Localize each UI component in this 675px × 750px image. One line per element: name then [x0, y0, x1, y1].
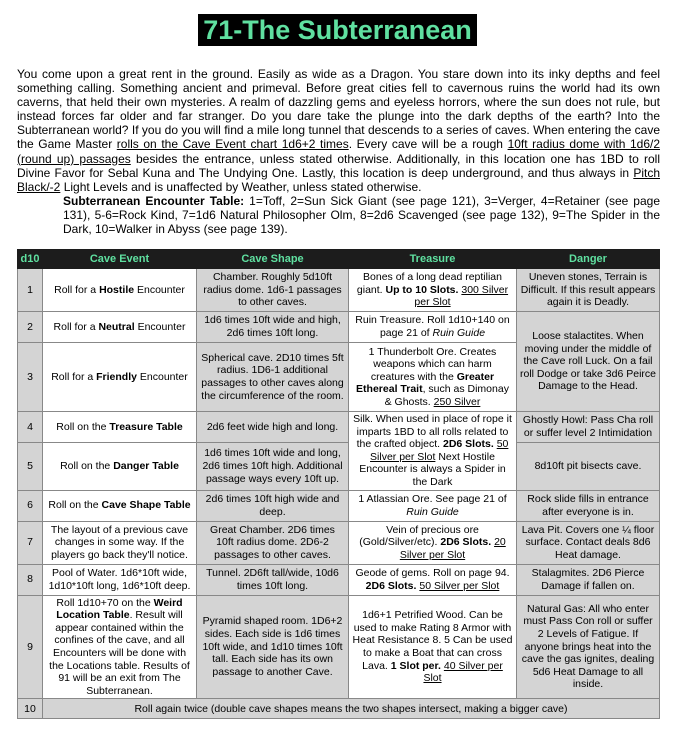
cell-text: Bones of a long dead reptilian giant. [356, 271, 502, 296]
danger-cell: Rock slide fills in entrance after everyone is in. [517, 490, 660, 521]
intro-text: You come upon a great rent in the ground. Easily as wide as a Dragon. You stare down into its inky depths and feel something calling. Something ancient and primeval. Before great cities fell to cavernous ruins the world had its own caverns, that held their own mysteries. A realm of dazzling gems and eyeless horrors, where the sun does not rule, but instead forces far older and far stranger. Do you dare take the plunge into the dark depths of the earth? Into the Subterranean world? If you do you will find a mile long tunnel that descends to a series of caves. When entering the cave the Game Master [17, 67, 660, 152]
intro-link-pitch-black: Pitch Black/-2 [17, 165, 660, 194]
table-row [18, 564, 660, 595]
row-number: 6 [18, 490, 43, 521]
encounter-label: Subterranean Encounter Table: [63, 194, 245, 208]
cell-text: , such as Dimonay & Ghosts. [384, 383, 509, 408]
encounter-table-text [63, 194, 660, 236]
page-title: 71-The Subterranean [198, 14, 477, 46]
row-number: 10 [18, 699, 43, 719]
cave-shape-cell: Spherical cave. 2D10 times 5ft radius. 1D6-1 additional passages to other caves along the circumference of the room. [197, 343, 349, 412]
cave-shape-cell: 1d6 times 10ft wide and high, 2d6 times 10ft long. [197, 312, 349, 343]
treasure-cell [349, 312, 517, 343]
danger-cell: Natural Gas: All who enter must Pass Con roll or suffer 2 Levels of Fatigue. If anyone brings heat into the cave the gas ignites, dealing 5d6 Heat Damage to all inside. [517, 595, 660, 699]
intro-text: besides the entrance, unless stated otherwise. Additionally, in this location one has 1BD to roll Divine Favor for Sebal Kuna and The Undying One. Lastly, this location is deep underground, and thus always in [17, 151, 660, 180]
encounter-list: 1=Toff, 2=Sun Sick Giant (see page 121), 3=Verger, 4=Retainer (see page 131), 5-6=Rock Kind, 7=1d6 Natural Philosopher Olm, 8=2d6 Scavenged (see page 132), 9=The Spider in the Dark, 10=Walker in Abyss (see page 139). [63, 194, 660, 237]
intro-text: . Every cave will be a rough [348, 137, 508, 152]
cell-bold: Friendly [96, 370, 137, 383]
cell-text: Roll for a [53, 320, 99, 333]
cell-bold: 2D6 Slots. [365, 579, 417, 592]
cave-shape-cell: Chamber. Roughly 5d10ft radius dome. 1d6-1 passages to other caves. [197, 269, 349, 312]
row-number: 1 [18, 269, 43, 312]
cell-text: Roll on the [48, 499, 102, 512]
header-cave-shape: Cave Shape [197, 250, 349, 269]
cell-bold: Greater Ethereal Trait [356, 370, 495, 396]
treasure-cell [349, 521, 517, 564]
cell-text: Roll on the [60, 460, 114, 473]
danger-cell: Uneven stones, Terrain is Difficult. If this result appears again it is Deadly. [517, 269, 660, 312]
danger-cell: Loose stalactites. When moving under the middle of the Cave roll Luck. On a fail roll Dodge or take 3d6 Peirce Damage to the Head. [517, 312, 660, 412]
intro-text: Light Levels and is unaffected by Weather, unless stated otherwise. [60, 179, 422, 194]
intro-paragraph [17, 67, 660, 194]
cave-table [17, 249, 660, 719]
table-row [18, 312, 660, 343]
table-row [18, 490, 660, 521]
table-row [18, 521, 660, 564]
cell-underline: 40 Silver per Slot [423, 659, 503, 685]
cell-bold: 1 Slot per. [390, 659, 441, 672]
cell-text: Roll on the [56, 420, 110, 433]
danger-cell: Ghostly Howl: Pass Cha roll or suffer level 2 Intimidation [517, 412, 660, 443]
cell-text: Next Hostile Encounter is always a Spider in the Dark [359, 450, 506, 488]
table-row [18, 412, 660, 443]
table-row [18, 443, 660, 490]
cell-text: Ruin Treasure. Roll 1d10+140 on page 21 of [355, 314, 510, 339]
danger-cell: Lava Pit. Covers one ¼ floor surface. Contact deals 8d6 Heat damage. [517, 521, 660, 564]
cave-shape-cell: Tunnel. 2D6ft tall/wide, 10d6 times 10ft long. [197, 564, 349, 595]
cell-bold: Weird Location Table [56, 596, 183, 622]
cell-bold: Cave Shape Table [101, 499, 191, 512]
intro-link-dome: 10ft radius dome with 1d6/2 (round up) passages [17, 137, 660, 166]
cell-text: 1 Thunderbolt Ore. Creates weapons which can harm creatures with the [368, 345, 497, 383]
row-number: 2 [18, 312, 43, 343]
cell-text: Vein of precious ore (Gold/Silver/etc). [359, 523, 479, 549]
cell-underline: 50 Silver per Slot [419, 579, 500, 592]
header-d10: d10 [18, 250, 43, 269]
cell-bold: Up to 10 Slots. [385, 283, 459, 296]
danger-cell: 8d10ft pit bisects cave. [517, 443, 660, 490]
table-row [18, 269, 660, 312]
cave-event-cell [43, 490, 197, 521]
cell-underline: 20 Silver per Slot [399, 536, 506, 561]
intro-link-cave-event: rolls on the Cave Event chart 1d6+2 times [116, 137, 349, 152]
row-number: 4 [18, 412, 43, 443]
treasure-cell [349, 595, 517, 699]
row-number: 5 [18, 443, 43, 490]
cell-bold: 2D6 Slots. [443, 438, 494, 451]
title-wrap [0, 14, 675, 46]
cave-shape-cell: 2d6 feet wide high and long. [197, 412, 349, 443]
header-treasure: Treasure [349, 250, 517, 269]
cell-bold: Neutral [98, 320, 135, 333]
treasure-cell [349, 343, 517, 412]
cave-event-cell [43, 412, 197, 443]
cell-bold: 2D6 Slots. [440, 536, 492, 549]
cell-underline: 300 Silver per Slot [414, 283, 509, 309]
cave-event-cell [43, 312, 197, 343]
cell-text: Geode of gems. Roll on page 94. [355, 566, 510, 579]
table-header-row [18, 250, 660, 269]
cell-text: . Result will appear contained within the confines of the cave, and all Encounters will be done with the Locations table. Results of 91 will be an exit from The Subterranean. [49, 609, 190, 697]
treasure-cell [349, 490, 517, 521]
cave-event-cell [43, 343, 197, 412]
cave-shape-cell: 1d6 times 10ft wide and long, 2d6 times 10ft high. Additional passage ways every 10ft up. [197, 443, 349, 490]
cave-shape-cell: 2d6 times 10ft high wide and deep. [197, 490, 349, 521]
cell-underline: 50 Silver per Slot [370, 438, 509, 463]
cave-event-cell: Pool of Water. 1d6*10ft wide, 1d10*10ft long, 1d6*10ft deep. [43, 564, 197, 595]
table-row [18, 595, 660, 699]
header-cave-event: Cave Event [43, 250, 197, 269]
row-number: 9 [18, 595, 43, 699]
treasure-cell [349, 564, 517, 595]
cell-italic: Ruin Guide [406, 505, 459, 518]
row-number: 3 [18, 343, 43, 412]
cell-text: Encounter [134, 320, 186, 333]
cell-text: Roll for a [54, 283, 100, 296]
cell-text: Roll 1d10+70 on the [56, 596, 154, 609]
cell-underline: 250 Silver [433, 395, 481, 408]
cell-italic: Ruin Guide [432, 327, 486, 339]
cave-event-cell: The layout of a previous cave changes in some way. If the players go back they'll notice. [43, 521, 197, 564]
row-number: 8 [18, 564, 43, 595]
danger-cell: Stalagmites. 2D6 Pierce Damage if fallen on. [517, 564, 660, 595]
cell-text: Roll for a [51, 370, 97, 383]
cave-event-cell [43, 443, 197, 490]
table-row [18, 699, 660, 719]
cell-bold: Hostile [99, 283, 135, 296]
cave-event-cell [43, 595, 197, 699]
header-danger: Danger [517, 250, 660, 269]
row-number: 7 [18, 521, 43, 564]
cell-text: Encounter [134, 283, 185, 296]
cave-shape-cell: Pyramid shaped room. 1D6+2 sides. Each side is 1d6 times 10ft wide, and 1d10 times 10ft tall. Each side has its own passage to another Cave. [197, 595, 349, 699]
cell-text: Silk. When used in place of rope it imparts 1BD to all rolls related to the crafted object. [353, 413, 512, 451]
cell-text: 1d6+1 Petrified Wood. Can be used to make Rating 8 Armor with Heat Resistance 8. 5 Can be used to make a Boat that can cross Lava. [352, 609, 513, 672]
treasure-cell [349, 269, 517, 312]
roll-again-cell: Roll again twice (double cave shapes means the two shapes intersect, making a bigger cave) [43, 699, 660, 719]
cell-text: Encounter [136, 370, 188, 383]
cave-event-cell [43, 269, 197, 312]
treasure-cell [349, 412, 517, 491]
cave-shape-cell: Great Chamber. 2D6 times 10ft radius dome. 2D6-2 passages to other caves. [197, 521, 349, 564]
cell-bold: Danger Table [113, 460, 179, 473]
cell-bold: Treasure Table [109, 420, 183, 433]
cell-text: 1 Atlassian Ore. See page 21 of [358, 492, 507, 505]
